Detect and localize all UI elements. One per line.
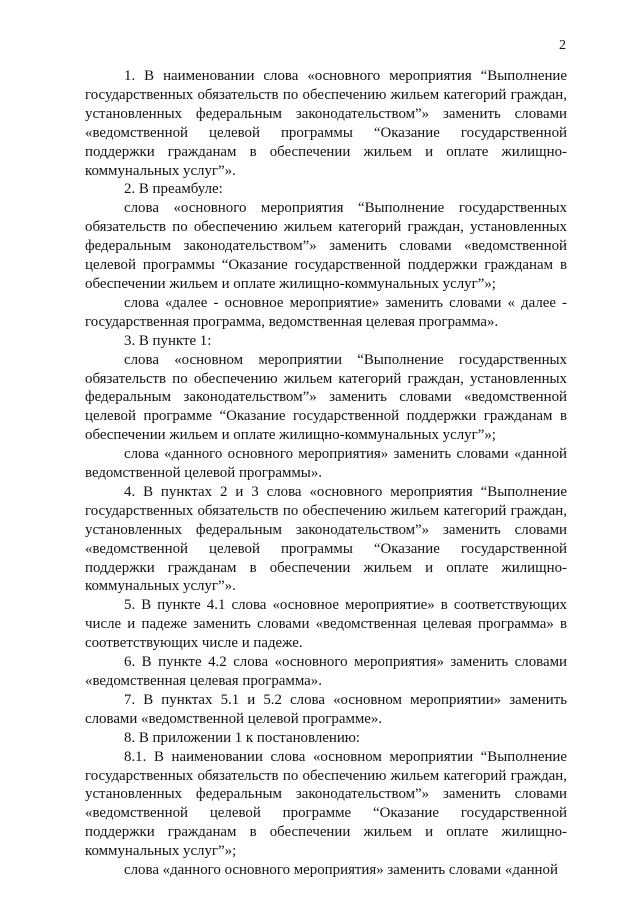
paragraph-item-8-heading: 8. В приложении 1 к постановлению: bbox=[124, 729, 361, 746]
paragraph-item-8-1: 8.1. В наименовании слова «основном мероприятии “Выполнение государственных обязательств по обеспечению жильем категорий граждан, установленных федеральным законодательством”» заменить словами «ведомственной целевой программе “Оказание государственной поддержки гражданам в обеспечении жильем и оплате жилищно-коммунальных услуг”»; bbox=[85, 748, 567, 860]
paragraph-item-2-heading: 2. В преамбуле: bbox=[124, 181, 223, 198]
document-body bbox=[85, 67, 567, 880]
paragraph-item-3-amendment-b: слова «данного основного мероприятия» заменить словами «данной ведомственной целевой программы». bbox=[85, 446, 567, 482]
paragraph-item-1-title: 1. В наименовании слова «основного мероприятия “Выполнение государственных обязательств по обеспечению жильем категорий граждан, установленных федеральным законодательством”» заменить словами «ведомственной целевой программы “Оказание государственной поддержки гражданам в обеспечении жильем и оплате жилищно-коммунальных услуг”». bbox=[85, 68, 567, 179]
paragraph-item-7: 7. В пунктах 5.1 и 5.2 слова «основном мероприятии» заменить словами «ведомственной целевой программе». bbox=[85, 691, 567, 727]
paragraph-item-6: 6. В пункте 4.2 слова «основного мероприятия» заменить словами «ведомственная целевая программа». bbox=[85, 654, 567, 689]
paragraph-item-5: 5. В пункте 4.1 слова «основное мероприятие» в соответствующих числе и падеже заменить словами «ведомственная целевая программа» в соответствующих числе и падеже. bbox=[85, 597, 567, 652]
paragraph-item-3-heading: 3. В пункте 1: bbox=[124, 332, 212, 349]
paragraph-item-8-1-continued: слова «данного основного мероприятия» заменить словами «данной bbox=[124, 862, 558, 879]
page-number: 2 bbox=[559, 38, 566, 53]
paragraph-item-2-amendment-b: слова «далее - основное мероприятие» заменить словами « далее - государственная программа, ведомственная целевая программа». bbox=[85, 294, 567, 330]
paragraph-item-3-amendment-a: слова «основном мероприятии “Выполнение государственных обязательств по обеспечению жильем категорий граждан, установленных федеральным законодательством”» заменить словами «ведомственной целевой программе “Оказание государственной поддержки гражданам в обеспечении жильем и оплате жилищно-коммунальных услуг”»; bbox=[85, 351, 567, 444]
paragraph-item-2-amendment-a: слова «основного мероприятия “Выполнение государственных обязательств по обеспечению жильем категорий граждан, установленных федеральным законодательством”» заменить словами «ведомственной целевой программы “Оказание государственной поддержки гражданам в обеспечении жильем и оплате жилищно-коммунальных услуг”»; bbox=[85, 200, 567, 292]
paragraph-item-4: 4. В пунктах 2 и 3 слова «основного мероприятия “Выполнение государственных обязательств по обеспечению жильем категорий граждан, установленных федеральным законодательством”» заменить словами «ведомственной целевой программы “Оказание государственной поддержки гражданам в обеспечении жильем и оплате жилищно-коммунальных услуг”». bbox=[85, 483, 567, 595]
